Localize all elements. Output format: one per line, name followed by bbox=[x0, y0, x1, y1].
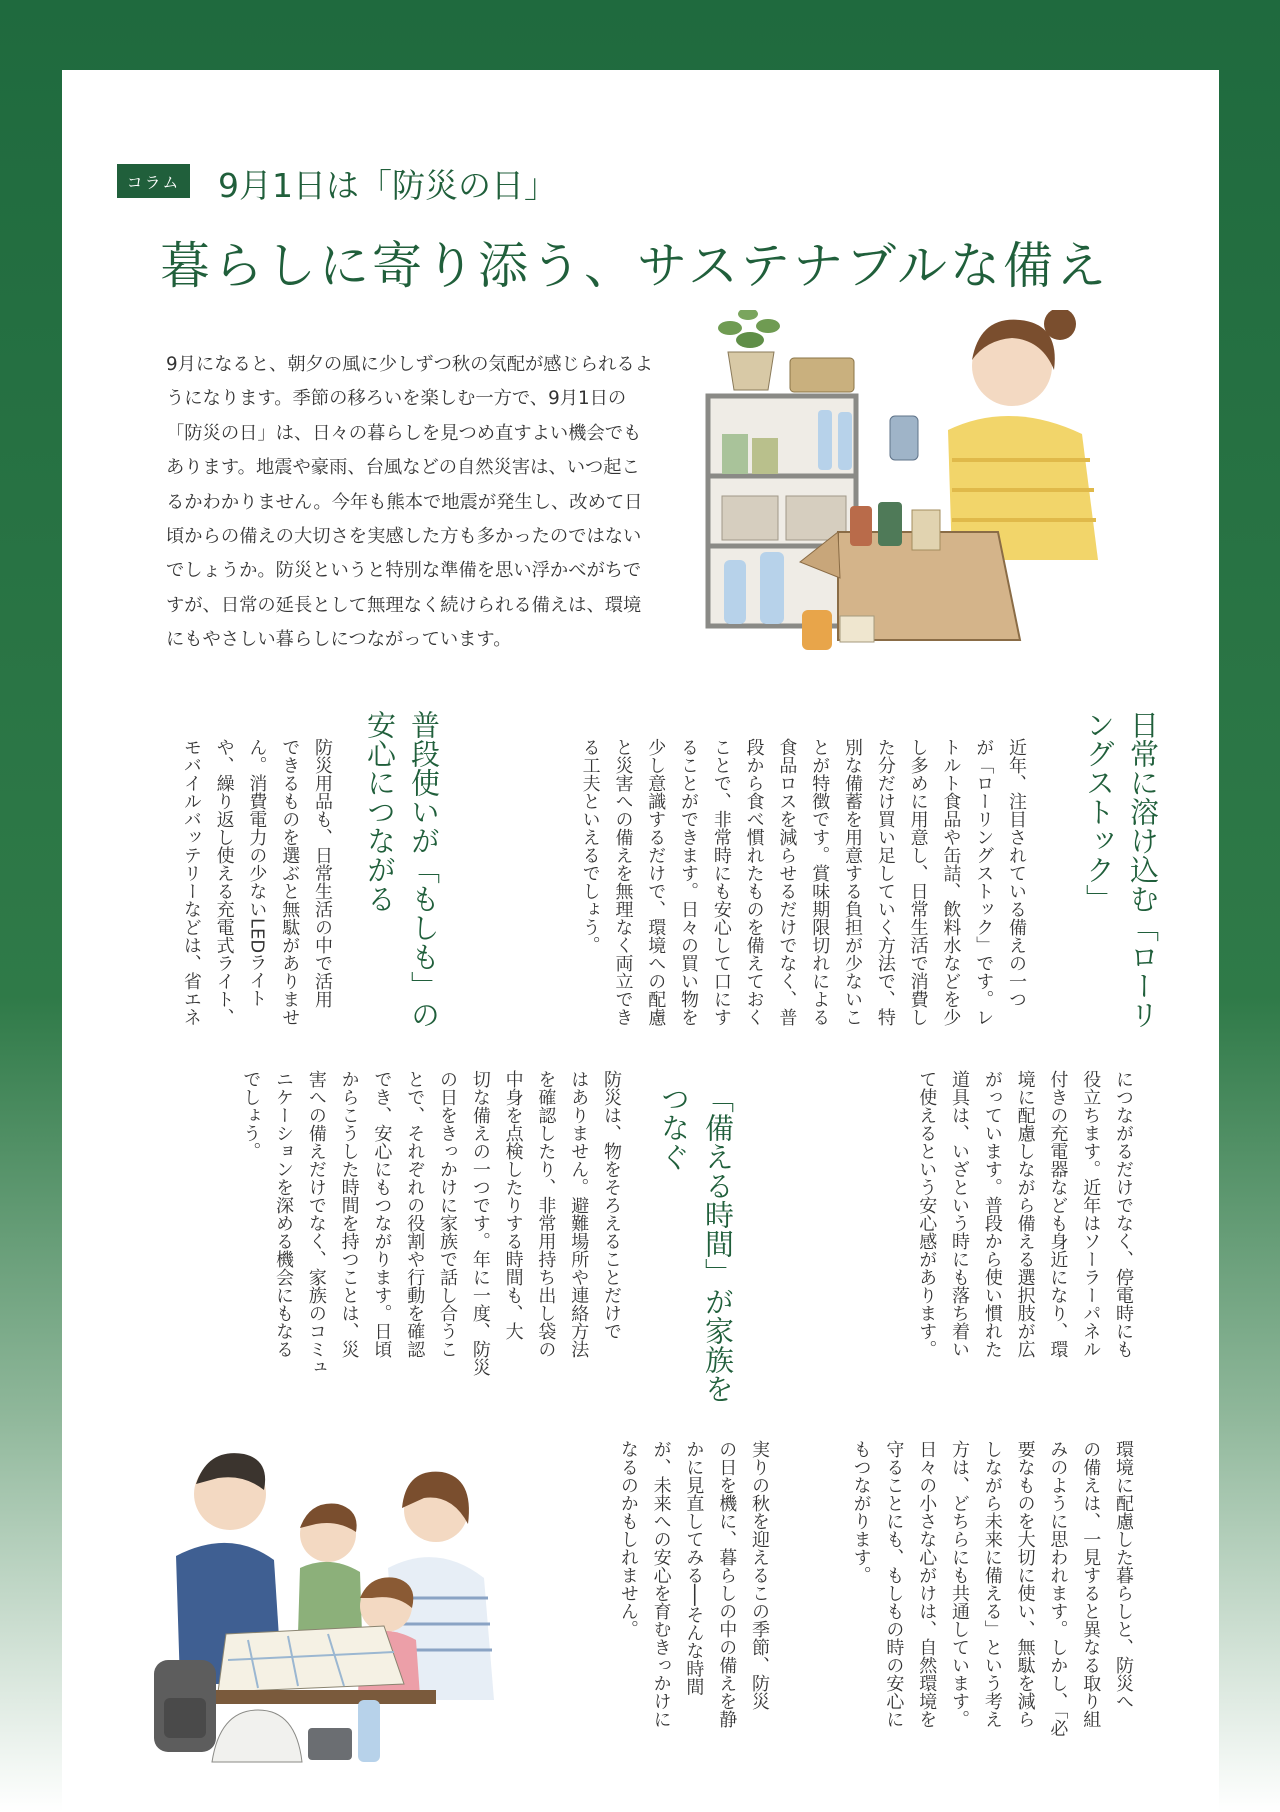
body-line: でしょう。 bbox=[240, 1070, 262, 1160]
section2-heading bbox=[358, 710, 446, 1029]
body-line: 中身を点検したりする時間も、大 bbox=[502, 1070, 524, 1340]
section2-body-top bbox=[174, 738, 338, 1026]
section1-heading-line: 日常に溶け込む「ローリ bbox=[1126, 710, 1160, 1029]
body-line: 近年、注目されている備えの一つ bbox=[1006, 738, 1027, 1008]
body-line: 別な備蓄を用意する負担が少ないこ bbox=[842, 738, 864, 1026]
section4-body-b bbox=[611, 1440, 775, 1728]
family-illustration bbox=[148, 1438, 568, 1778]
body-line: につながるだけでなく、停電時にも bbox=[1113, 1070, 1134, 1358]
body-line: 日々の小さな心がけは、自然環境を bbox=[916, 1440, 938, 1728]
body-line: ん。消費電力の少ないLEDライト bbox=[246, 738, 268, 1008]
body-line: モバイルバッテリーなどは、省エネ bbox=[180, 738, 202, 1026]
body-line: トルト食品や缶詰、飲料水などを少 bbox=[940, 738, 962, 1026]
section3-heading bbox=[652, 1084, 740, 1403]
section2-heading-line: 普段使いが「もしも」の bbox=[407, 710, 441, 1029]
section1-heading-line: ングストック」 bbox=[1082, 710, 1116, 913]
boy-icon bbox=[298, 1504, 362, 1635]
body-line: 道具は、いざという時にも落ち着い bbox=[949, 1070, 971, 1358]
radio-icon bbox=[308, 1728, 352, 1760]
body-line: もつながります。 bbox=[850, 1440, 872, 1584]
article-title: 暮らしに寄り添う、サステナブルな備え bbox=[160, 237, 1109, 295]
section2-heading-line: 安心につながる bbox=[363, 710, 397, 913]
section3-heading-line: つなぐ bbox=[657, 1084, 691, 1171]
body-line: 付きの充電器なども身近になり、環 bbox=[1047, 1070, 1069, 1358]
section1-heading bbox=[1077, 710, 1165, 1029]
column-tag: コラム bbox=[117, 164, 190, 198]
body-line: できるものを選ぶと無駄がありませ bbox=[279, 738, 301, 1026]
body-line: 段から食べ慣れたものを備えておく bbox=[743, 738, 765, 1026]
body-line: る工夫といえるでしょう。 bbox=[579, 738, 601, 954]
stockpile-illustration bbox=[690, 310, 1120, 680]
body-line: と災害への備えを無理なく両立でき bbox=[612, 738, 634, 1026]
body-line: しながら未来に備える」という考え bbox=[981, 1440, 1003, 1728]
body-line: た分だけ買い足していく方法で、特 bbox=[874, 738, 896, 1026]
section4-body-a bbox=[844, 1440, 1139, 1737]
body-line: 食品ロスを減らせるだけでなく、普 bbox=[776, 738, 798, 1026]
body-line: かに見直してみる──そんな時間 bbox=[683, 1440, 705, 1696]
helmet-icon bbox=[212, 1710, 302, 1762]
section3-body bbox=[233, 1070, 627, 1376]
body-line: ることができます。日々の買い物を bbox=[678, 738, 700, 1026]
body-line: ニケーションを深める機会にもなる bbox=[273, 1070, 295, 1358]
body-line: 守ることにも、もしもの時の安心に bbox=[883, 1440, 905, 1728]
body-line: 環境に配慮した暮らしと、防災へ bbox=[1113, 1440, 1134, 1710]
backpack-icon bbox=[154, 1660, 216, 1752]
map-icon bbox=[218, 1626, 404, 1692]
body-line: 境に配慮しながら備える選択肢が広 bbox=[1014, 1070, 1036, 1358]
body-line: 役立ちます。近年はソーラーパネル bbox=[1080, 1070, 1102, 1358]
body-line: でき、安心にもつながります。日頃 bbox=[371, 1070, 393, 1358]
plant-icon bbox=[718, 310, 780, 390]
body-line: とが特徴です。賞味期限切れによる bbox=[809, 738, 831, 1026]
body-line: 害への備えだけでなく、家族のコミュ bbox=[305, 1070, 327, 1376]
body-line: ことで、非常時にも安心して口にす bbox=[710, 738, 732, 1026]
body-line: 防災用品も、日常生活の中で活用 bbox=[312, 738, 333, 1008]
body-line: を確認したり、非常用持ち出し袋の bbox=[535, 1070, 557, 1358]
body-line: はありません。避難場所や連絡方法 bbox=[568, 1070, 590, 1358]
section3-heading-line: 「備える時間」が家族を bbox=[701, 1084, 735, 1403]
body-line: 方は、どちらにも共通しています。 bbox=[949, 1440, 971, 1728]
body-line: が、未来への安心を育むきっかけに bbox=[650, 1440, 672, 1728]
section2-body-cont bbox=[909, 1070, 1139, 1358]
section1-body bbox=[573, 738, 1032, 1026]
body-line: が「ローリングストック」です。レ bbox=[973, 738, 995, 1026]
body-line: 実りの秋を迎えるこの季節、防災 bbox=[749, 1440, 770, 1710]
body-line: 要なものを大切に使い、無駄を減ら bbox=[1014, 1440, 1036, 1728]
body-line: や、繰り返し使える充電式ライト、 bbox=[213, 738, 235, 1026]
body-line: みのように思われます。しかし、「必 bbox=[1047, 1440, 1069, 1737]
body-line: し多めに用意し、日常生活で消費し bbox=[907, 738, 929, 1026]
body-line: 切な備えの一つです。年に一度、防災 bbox=[469, 1070, 491, 1376]
body-line: 防災は、物をそろえることだけで bbox=[601, 1070, 622, 1340]
intro-paragraph: 9月になると、朝夕の風に少しずつ秋の気配が感じられるようになります。季節の移ろいを楽しむ一方で、9月1日の「防災の日」は、日々の暮らしを見つめ直すよい機会でもあります。地震や豪雨、台風などの自然災害は、いつ起こるかわかりません。今年も熊本で地震が発生し、改めて日頃からの備えの大切さを実感した方も多かったのではないでしょうか。防災というと特別な準備を思い浮かべがちですが、日常の延長として無理なく続けられる備えは、環境にもやさしい暮らしにつながっています。 bbox=[166, 354, 653, 651]
water-bottle-icon bbox=[358, 1700, 380, 1762]
article-kicker: 9月1日は「防災の日」 bbox=[218, 166, 557, 205]
body-line: からこうした時間を持つことは、災 bbox=[338, 1070, 360, 1358]
body-line: とで、それぞれの役割や行動を確認 bbox=[404, 1070, 426, 1358]
body-line: の日をきっかけに家族で話し合うこ bbox=[437, 1070, 459, 1358]
body-line: て使えるという安心感があります。 bbox=[916, 1070, 938, 1358]
body-line: の日を機に、暮らしの中の備えを静 bbox=[716, 1440, 738, 1728]
body-line: の備えは、一見すると異なる取り組 bbox=[1080, 1440, 1102, 1728]
body-line: 少し意識するだけで、環境への配慮 bbox=[645, 738, 667, 1026]
body-line: がっています。普段から使い慣れた bbox=[981, 1070, 1003, 1358]
body-line: なるのかもしれません。 bbox=[617, 1440, 639, 1638]
